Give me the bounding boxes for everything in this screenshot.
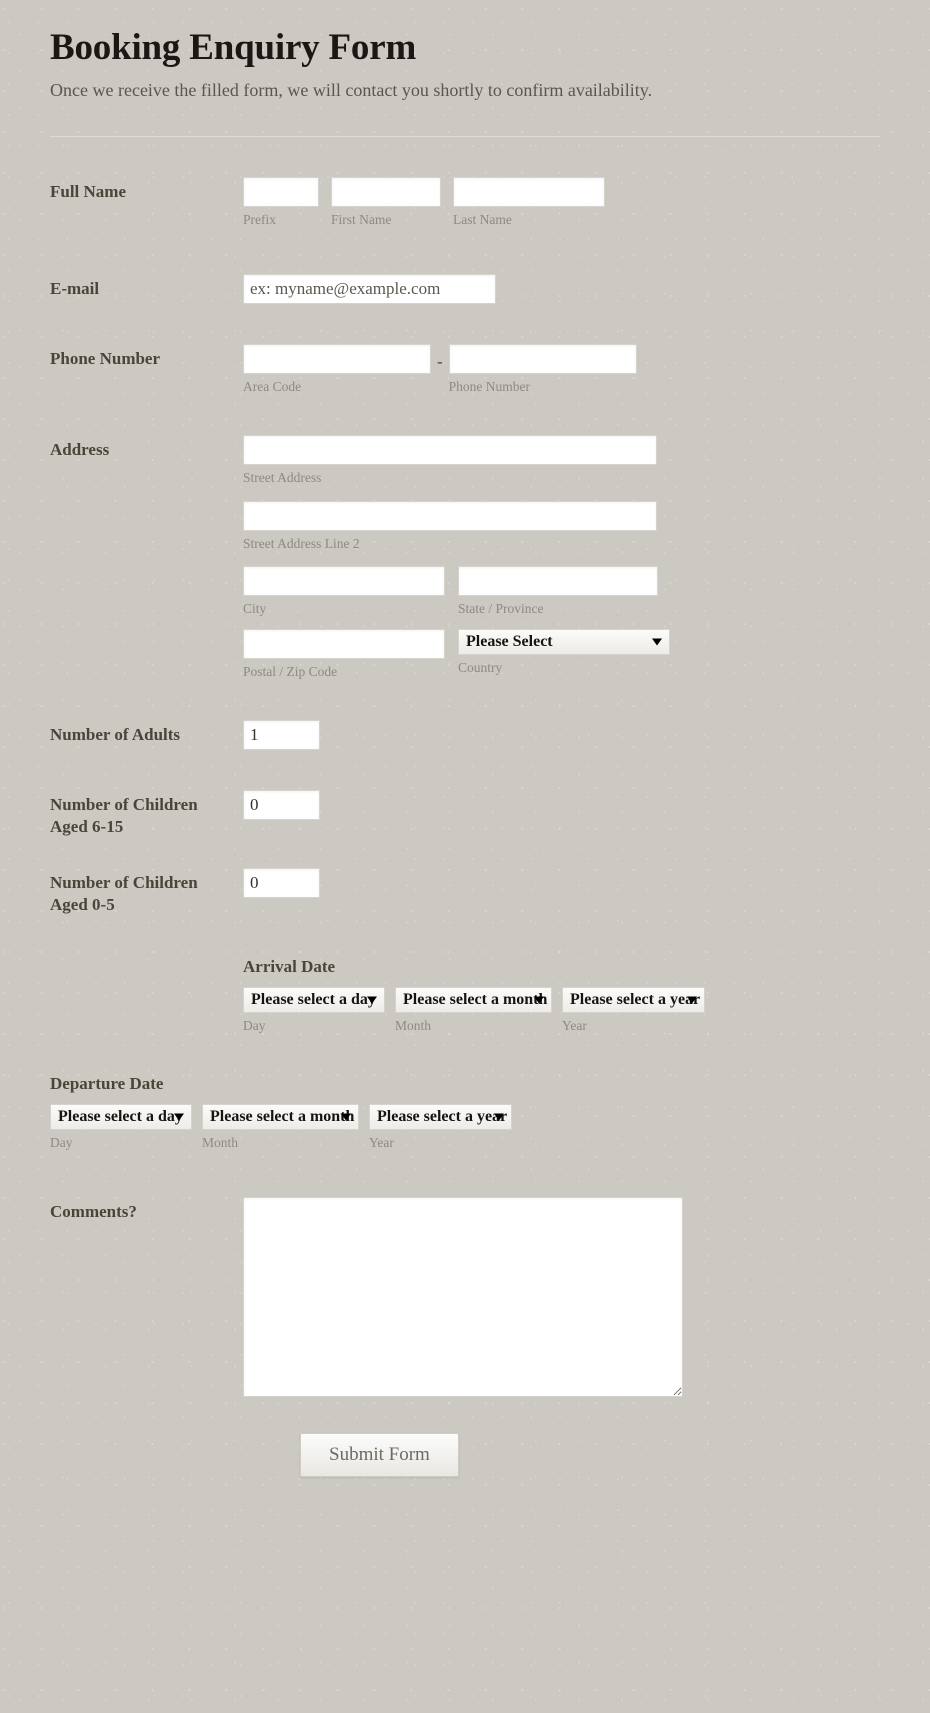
- area-code-sublabel: Area Code: [243, 379, 302, 395]
- departure-month-cell: [202, 1104, 359, 1151]
- field-row-email: [0, 274, 930, 304]
- children-0-5-label-line-2: Aged 0-5: [50, 895, 115, 915]
- chevron-down-icon: [367, 996, 377, 1003]
- country-select[interactable]: [458, 629, 670, 655]
- field-row-address: [0, 435, 930, 680]
- departure-month-sublabel: Month: [202, 1134, 239, 1150]
- city-sublabel: City: [243, 600, 267, 616]
- number-of-children-6-15-label: [50, 790, 243, 838]
- state-province-sublabel: State / Province: [458, 600, 544, 616]
- field-row-departure-date: [0, 1074, 930, 1151]
- phone-number-input[interactable]: [449, 344, 637, 374]
- chevron-down-icon: [494, 1113, 504, 1120]
- arrival-month-select[interactable]: [395, 987, 552, 1013]
- last-name-input[interactable]: [453, 177, 605, 207]
- field-row-full-name: [0, 177, 930, 228]
- chevron-down-icon: [652, 639, 662, 646]
- street-address-line-2-input[interactable]: [243, 501, 657, 531]
- country-select-value: Please Select: [466, 633, 553, 651]
- chevron-down-icon: [534, 996, 544, 1003]
- arrival-year-value: Please select a year: [570, 990, 701, 1008]
- email-input[interactable]: [243, 274, 496, 304]
- form-body: [0, 137, 930, 1477]
- number-of-adults-input[interactable]: [243, 720, 320, 750]
- street-address-line-2-sublabel: Street Address Line 2: [243, 535, 360, 551]
- first-name-sublabel: First Name: [331, 212, 392, 228]
- number-of-children-0-5-label: [50, 868, 243, 916]
- departure-month-select[interactable]: [202, 1104, 359, 1130]
- departure-day-sublabel: Day: [50, 1134, 73, 1150]
- first-name-cell: [331, 177, 441, 228]
- prefix-sublabel: Prefix: [243, 212, 276, 228]
- arrival-date-label: Arrival Date: [243, 956, 336, 976]
- city-input[interactable]: [243, 566, 445, 596]
- arrival-year-select[interactable]: [562, 987, 705, 1013]
- field-row-comments: [0, 1197, 930, 1397]
- email-label: E-mail: [50, 279, 100, 299]
- departure-day-cell: [50, 1104, 192, 1151]
- children-6-15-label-line-2: Aged 6-15: [50, 817, 124, 837]
- last-name-sublabel: Last Name: [453, 212, 512, 228]
- arrival-day-cell: [243, 987, 385, 1034]
- departure-date-group: [50, 1074, 930, 1151]
- first-name-input[interactable]: [331, 177, 441, 207]
- comments-textarea[interactable]: [243, 1197, 683, 1397]
- arrival-day-sublabel: Day: [243, 1017, 266, 1033]
- chevron-down-icon: [341, 1113, 351, 1120]
- arrival-date-group: [243, 957, 930, 1034]
- prefix-input[interactable]: [243, 177, 319, 207]
- arrival-month-sublabel: Month: [395, 1017, 432, 1033]
- phone-number-cell: [449, 344, 637, 395]
- phone-separator: -: [437, 352, 443, 372]
- street-address-cell: [243, 435, 657, 486]
- departure-date-label: Departure Date: [50, 1073, 164, 1093]
- street-address-input[interactable]: [243, 435, 657, 465]
- country-sublabel: Country: [458, 660, 503, 676]
- phone-number-fields: [243, 344, 930, 395]
- chevron-down-icon: [174, 1113, 184, 1120]
- chevron-down-icon: [687, 996, 697, 1003]
- number-of-children-6-15-fields: [243, 790, 930, 820]
- last-name-cell: [453, 177, 605, 228]
- postal-zip-code-cell: [243, 629, 445, 680]
- email-fields: [243, 274, 930, 304]
- number-of-children-6-15-input[interactable]: [243, 790, 320, 820]
- address-label: Address: [50, 440, 110, 460]
- comments-fields: [243, 1197, 930, 1397]
- postal-zip-code-input[interactable]: [243, 629, 445, 659]
- page-subtitle: Once we receive the filled form, we will contact you shortly to confirm availability.: [50, 79, 653, 100]
- field-row-phone-number: [0, 344, 930, 395]
- form-header: [0, 0, 930, 102]
- children-6-15-label-line-1: Number of Children: [50, 795, 198, 815]
- arrival-month-value: Please select a month: [403, 990, 548, 1008]
- departure-month-value: Please select a month: [210, 1107, 355, 1125]
- field-row-number-of-adults: [0, 720, 930, 750]
- phone-number-label: Phone Number: [50, 349, 161, 369]
- submit-wrap: [50, 1433, 459, 1477]
- street-address-sublabel: Street Address: [243, 470, 322, 486]
- arrival-year-sublabel: Year: [562, 1017, 587, 1033]
- page-title: Booking Enquiry Form: [50, 27, 417, 68]
- number-of-children-0-5-input[interactable]: [243, 868, 320, 898]
- field-row-number-of-children-6-15: [0, 790, 930, 838]
- departure-day-select[interactable]: [50, 1104, 192, 1130]
- departure-year-select[interactable]: [369, 1104, 512, 1130]
- address-fields: [243, 435, 930, 680]
- country-cell: [458, 629, 670, 680]
- arrival-year-cell: [562, 987, 705, 1034]
- arrival-day-value: Please select a day: [251, 990, 376, 1008]
- full-name-label: Full Name: [50, 182, 127, 202]
- arrival-date-label-spacer: [50, 957, 243, 961]
- number-of-adults-label: Number of Adults: [50, 725, 181, 745]
- area-code-cell: [243, 344, 431, 395]
- street-address-line-2-cell: [243, 501, 657, 552]
- submit-form-button[interactable]: Submit Form: [300, 1433, 459, 1477]
- submit-row: [0, 1433, 930, 1477]
- departure-day-value: Please select a day: [58, 1107, 183, 1125]
- number-of-children-0-5-fields: [243, 868, 930, 898]
- children-0-5-label-line-1: Number of Children: [50, 873, 198, 893]
- field-row-arrival-date: [0, 957, 930, 1034]
- state-province-input[interactable]: [458, 566, 658, 596]
- number-of-adults-fields: [243, 720, 930, 750]
- arrival-day-select[interactable]: [243, 987, 385, 1013]
- departure-year-value: Please select a year: [377, 1107, 508, 1125]
- state-province-cell: [458, 566, 658, 617]
- city-cell: [243, 566, 445, 617]
- prefix-cell: [243, 177, 319, 228]
- phone-number-sublabel: Phone Number: [448, 379, 531, 395]
- area-code-input[interactable]: [243, 344, 431, 374]
- full-name-fields: [243, 177, 930, 228]
- comments-label: Comments?: [50, 1201, 137, 1221]
- departure-year-sublabel: Year: [369, 1134, 394, 1150]
- field-row-number-of-children-0-5: [0, 868, 930, 916]
- departure-year-cell: [369, 1104, 512, 1151]
- arrival-month-cell: [395, 987, 552, 1034]
- postal-zip-code-sublabel: Postal / Zip Code: [243, 664, 338, 680]
